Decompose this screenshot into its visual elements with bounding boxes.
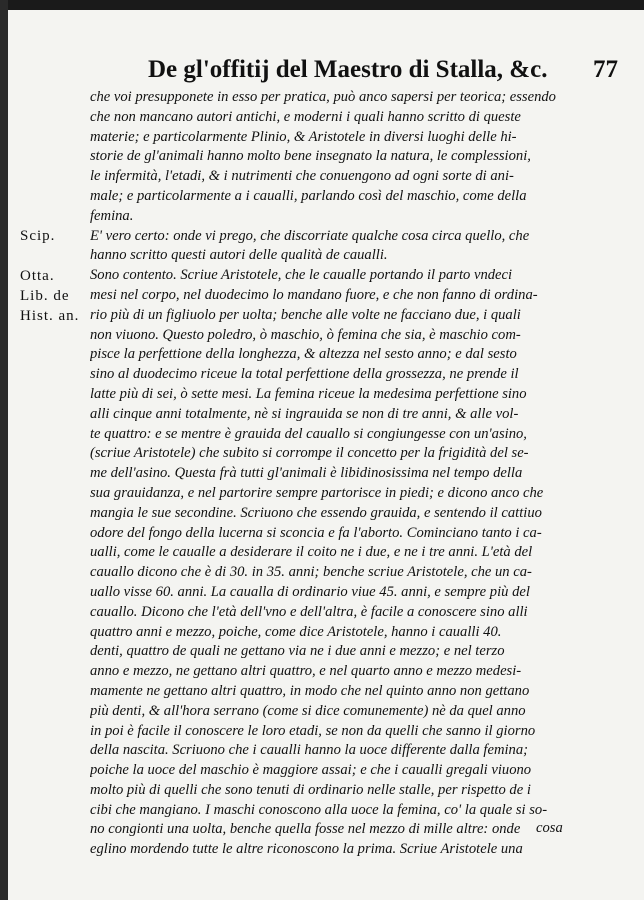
- text-line: hanno scritto questi autori delle qualità de caualli.: [90, 247, 388, 264]
- text-line: me dell'asino. Questa frà tutti gl'animali è libidinosissima nel tempo della: [90, 465, 523, 482]
- speaker-scip: Scip.: [20, 228, 56, 244]
- text-line: cauallo dicono che è di 30. in 35. anni; benche scriue Aristotele, che un ca-: [90, 564, 532, 581]
- text-line: no congionti una uolta, benche quella fosse nel mezzo di mille altre: onde: [90, 821, 521, 838]
- margin-ref-lib-de: Lib. de: [20, 288, 70, 304]
- text-line: E' vero certo: onde vi prego, che discorriate qualche cosa circa quello, che: [90, 227, 530, 244]
- running-header: [148, 56, 618, 92]
- scan-left-edge: [0, 0, 8, 900]
- body-text: [90, 88, 578, 860]
- text-line: le infermità, l'etadi, & i nutrimenti che conuengono ad ogni sorte di ani-: [90, 168, 514, 185]
- running-title: De gl'offitij del Maestro di Stalla, &c.: [148, 56, 548, 83]
- text-line: storie de gl'animali hanno molto bene insegnato la natura, le complessioni,: [90, 148, 531, 165]
- catchword: cosa: [536, 820, 563, 836]
- scan-top-edge: [0, 0, 644, 10]
- text-line: molto più di quelli che sono tenuti di ordinario nelle stalle, per rispetto de i: [90, 781, 531, 798]
- text-line: in poi è facile il conoscere le loro etadi, se non da quelli che sanno il giorno: [90, 722, 536, 739]
- text-line: Sono contento. Scriue Aristotele, che le caualle portando il parto vndeci: [90, 267, 513, 284]
- text-line: ualli, come le caualle a desiderare il coito ne i due, e ne i tre anni. L'età del: [90, 544, 533, 561]
- text-line: più denti, & all'hora serrano (come si dice comunemente) nè da quel anno: [90, 702, 526, 719]
- text-line: che non mancano autori antichi, e moderni i quali hanno scritto di queste: [90, 108, 521, 125]
- text-line: della nascita. Scriuono che i caualli hanno la uoce differente dalla femina;: [90, 742, 528, 759]
- text-line: quattro anni e mezzo, poiche, come dice Aristotele, hanno i caualli 40.: [90, 623, 502, 640]
- text-line: sino al duodecimo riceue la total perfettione della grossezza, ne prende il: [90, 366, 519, 383]
- text-line: denti, quattro de quali ne gettano via ne i due anni e mezzo; e nel terzo: [90, 643, 505, 660]
- text-line: eglino mordendo tutte le altre riconoscono la prima. Scriue Aristotele una: [90, 841, 523, 858]
- text-line: uallo visse 60. anni. La caualla di ordinario viue 45. anni, e sempre più del: [90, 583, 530, 600]
- text-line: anno e mezzo, ne gettano altri quattro, e nel quarto anno e mezzo medesi-: [90, 663, 522, 680]
- text-line: te quattro: e se mentre è grauida del cauallo si congiungesse con un'asino,: [90, 425, 527, 442]
- text-line: cibi che mangiano. I maschi conoscono alla uoce la femina, co' la quale si so-: [90, 801, 548, 818]
- margin-ref-hist-an: Hist. an.: [20, 308, 80, 324]
- text-line: sua grauidanza, e nel partorire sempre partorisce in piedi; e dicono anco che: [90, 484, 544, 501]
- text-line: latte più di sei, ò sette mesi. La femina riceue la medesima perfettione sino: [90, 385, 527, 402]
- book-page: [8, 10, 644, 900]
- text-line: femina.: [90, 207, 134, 224]
- text-line: mamente ne gettano altri quattro, in modo che nel quinto anno non gettano: [90, 682, 530, 699]
- text-line: male; e particolarmente a i caualli, parlando così del maschio, come della: [90, 187, 527, 204]
- text-line: mangia le sue secondine. Scriuono che essendo grauida, e sentendo il cattiuo: [90, 504, 542, 521]
- text-line: materie; e particolarmente Plinio, & Aristotele in diversi luoghi delle hi-: [90, 128, 517, 145]
- text-line: rio più di un figliuolo per uolta; benche alle volte ne facciano due, i quali: [90, 306, 521, 323]
- text-line: alli cinque anni totalmente, nè si ingrauida se non di tre anni, & alle vol-: [90, 405, 519, 422]
- text-line: che voi presupponete in esso per pratica, può anco sapersi per teorica; essendo: [90, 89, 556, 105]
- page-number: 77: [593, 56, 618, 83]
- text-line: cauallo. Dicono che l'età dell'vno e dell'altra, è facile a conoscere sino alli: [90, 603, 528, 620]
- text-line: poiche la uoce del maschio è maggiore assai; e che i caualli gregali viuono: [90, 762, 532, 779]
- text-line: non viuono. Questo poledro, ò maschio, ò femina che sia, è maschio com-: [90, 326, 521, 343]
- text-line: pisce la perfettione della longhezza, & altezza nel sesto anno; e dal sesto: [90, 346, 517, 363]
- speaker-otta: Otta.: [20, 268, 55, 284]
- text-line: odore del fongo della lucerna si sconcia e fa l'aborto. Cominciano tanto i ca-: [90, 524, 542, 541]
- text-line: mesi nel corpo, nel duodecimo lo mandano fuore, e che non fanno di ordina-: [90, 286, 538, 303]
- text-line: (scriue Aristotele) che subito si corrompe il concetto per la frigidità del se-: [90, 445, 529, 462]
